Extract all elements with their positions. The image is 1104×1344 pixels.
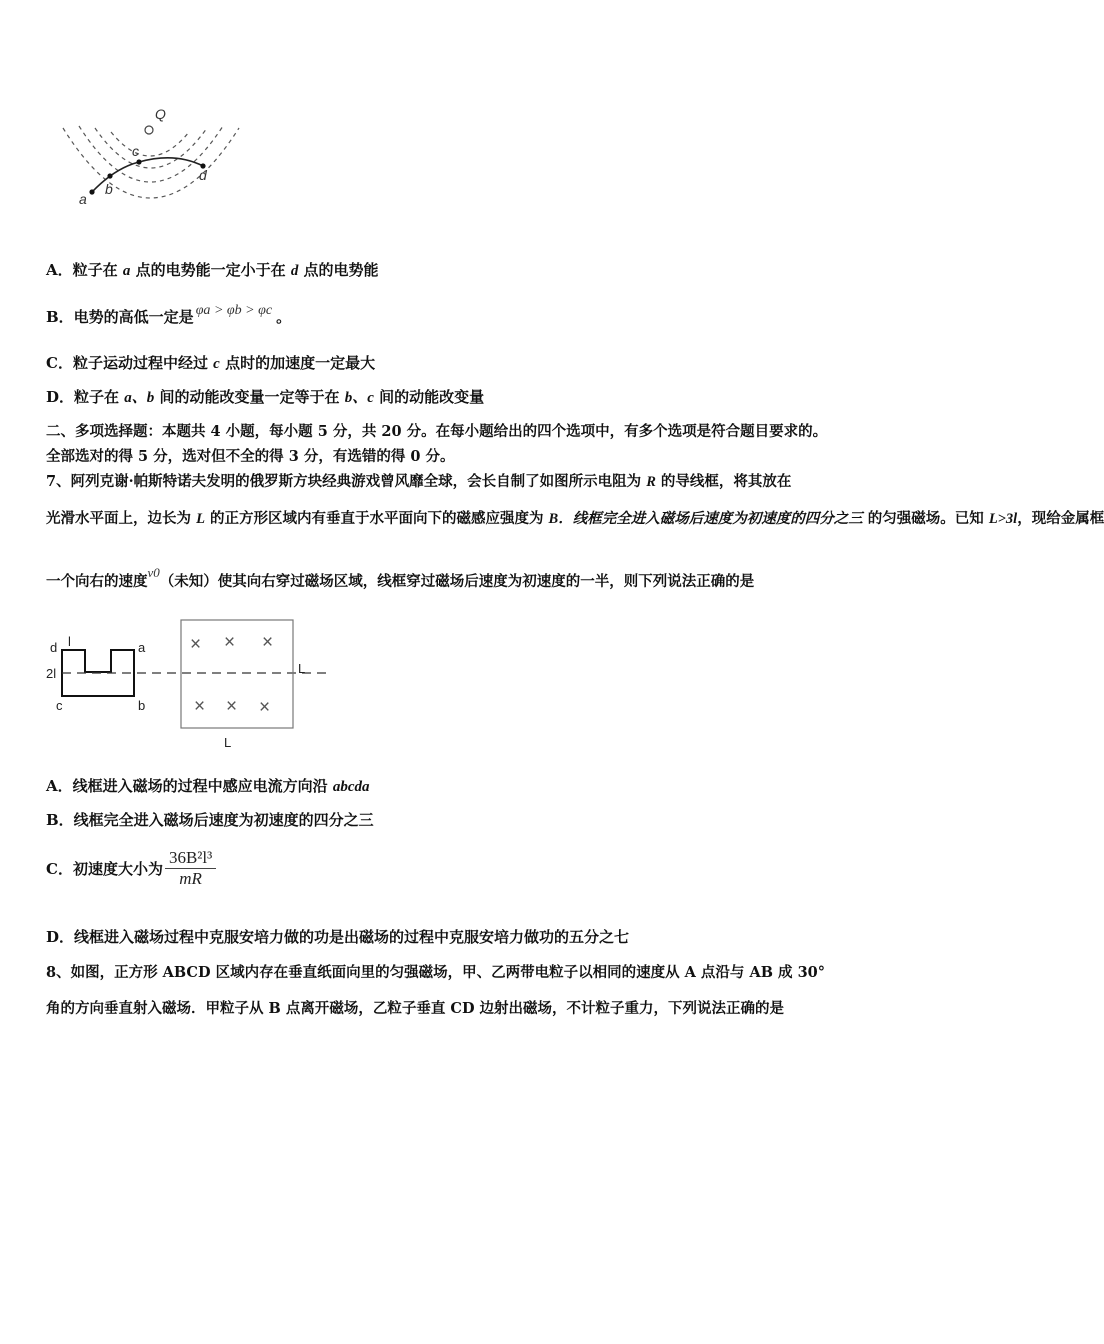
q7-v0: v0 xyxy=(147,565,160,580)
charge-q-label: Q xyxy=(155,106,166,122)
q6-a-point-d: d xyxy=(290,263,299,279)
q7-c-prefix: C．初速度大小为 xyxy=(46,860,163,878)
point-c xyxy=(136,159,141,164)
gt-1: > xyxy=(213,303,224,318)
q7-condition: L>3l xyxy=(988,511,1018,527)
field-label-l-right: L xyxy=(298,661,306,676)
q7-a-prefix: A．线框进入磁场的过程中感应电流方向沿 xyxy=(46,777,333,795)
point-c-label: c xyxy=(132,143,139,159)
charge-q-marker xyxy=(145,126,153,134)
q6-a-suffix: 点的电势能 xyxy=(298,261,379,279)
q7-option-b: B．线框完全进入磁场后速度为初速度的四分之三 xyxy=(46,811,374,829)
frame-label-l: l xyxy=(68,634,71,649)
point-b xyxy=(107,173,112,178)
initial-velocity-fraction xyxy=(165,848,216,889)
q7-line2a: 光滑水平面上，边长为 xyxy=(46,510,197,527)
q7-line2 xyxy=(46,509,1104,529)
q6-d-bc: b、c xyxy=(344,390,374,406)
field-cross-1: × xyxy=(190,634,202,655)
q7-line2b: 的正方形区域内有垂直于水平面向下的磁感应强度为 xyxy=(204,510,549,527)
q7-option-a xyxy=(46,776,370,797)
frame-label-2l: 2l xyxy=(46,666,57,681)
q6-d-suffix: 间的动能改变量 xyxy=(373,388,485,406)
q7-line3a: 一个向右的速度 xyxy=(46,573,148,590)
field-label-l-bottom: L xyxy=(224,735,232,750)
equipotential-line-inner xyxy=(111,132,189,156)
q6-option-c xyxy=(46,353,375,374)
q6-d-ab: a、b xyxy=(124,390,155,406)
q7-line1b: 的导线框，将其放在 xyxy=(655,473,792,490)
q6-option-b xyxy=(46,303,292,329)
q7-option-d: D．线框进入磁场过程中克服安培力做的功是出磁场的过程中克服安培力做功的五分之七 xyxy=(46,928,630,946)
q7-line2c: 的匀强磁场。已知 xyxy=(862,510,989,527)
frame-label-b: b xyxy=(138,698,146,713)
q6-b-prefix: B．电势的高低一定是 xyxy=(46,308,194,326)
q8-line2: 角的方向垂直射入磁场．甲粒子从 B 点离开磁场，乙粒子垂直 CD 边射出磁场，不计粒子重力，下列说法正确的是 xyxy=(46,1000,785,1017)
field-cross-6: × xyxy=(259,697,271,718)
q7-line1 xyxy=(46,472,791,492)
frame-label-c: c xyxy=(56,698,63,713)
q7-resistance-r: R xyxy=(646,474,656,490)
point-a-label: a xyxy=(79,191,87,207)
section2-line1: 二、多项选择题：本题共 4 小题，每小题 5 分，共 20 分。在每小题给出的四个选项中，有多个选项是符合题目要求的。 xyxy=(46,423,828,440)
q7-line2d: ，现给金属框 xyxy=(1017,510,1104,527)
fraction-denominator: mR xyxy=(179,869,202,888)
q6-d-mid: 间的动能改变量一定等于在 xyxy=(154,388,345,406)
q6-a-point-a: a xyxy=(122,263,131,279)
q6-c-suffix: 点时的加速度一定最大 xyxy=(219,354,376,372)
gt-2: > xyxy=(245,303,255,318)
q7-side-l: L xyxy=(196,511,205,527)
q6-option-d xyxy=(46,387,484,408)
field-cross-5: × xyxy=(226,696,238,717)
field-cross-2: × xyxy=(224,632,236,653)
fraction-numerator: 36B²l³ xyxy=(165,848,216,869)
wireframe-field-figure xyxy=(40,612,350,757)
q7-line3 xyxy=(46,565,755,592)
phi-c: φc xyxy=(258,303,273,318)
q7-line3b: （未知）使其向右穿过磁场区域，线框穿过磁场后速度为初速度的一半，则下列说法正确的是 xyxy=(159,573,755,590)
q6-a-prefix: A．粒子在 xyxy=(46,261,123,279)
q7-option-c xyxy=(46,848,216,889)
q6-c-point-c: c xyxy=(213,356,220,372)
phi-b: φb xyxy=(226,303,242,318)
q6-c-prefix: C．粒子运动过程中经过 xyxy=(46,354,214,372)
q8-line1: 8、如图，正方形 ABCD 区域内存在垂直纸面向里的匀强磁场，甲、乙两带电粒子以相同的速度从 A 点沿与 AB 成 30° xyxy=(46,964,825,981)
equipotential-figure xyxy=(55,98,255,228)
point-b-label: b xyxy=(105,181,113,197)
point-a xyxy=(89,189,94,194)
q6-option-a xyxy=(46,260,379,281)
q6-a-mid: 点的电势能一定小于在 xyxy=(130,261,291,279)
frame-label-a: a xyxy=(138,640,146,655)
field-cross-4: × xyxy=(194,696,206,717)
q6-b-suffix: 。 xyxy=(276,308,292,326)
q7-line1a: 7、阿列克谢·帕斯特诺夫发明的俄罗斯方块经典游戏曾风靡全球，会长自制了如图所示电阻为 xyxy=(46,473,647,490)
q7-a-path: abcda xyxy=(332,779,370,795)
phi-a: φa xyxy=(195,303,211,318)
q6-d-prefix: D．粒子在 xyxy=(46,388,125,406)
q7-field-b: B．线框完全进入磁场后速度为初速度的四分之三 xyxy=(548,511,863,527)
section2-line2: 全部选对的得 5 分，选对但不全的得 3 分，有选错的得 0 分。 xyxy=(46,448,455,465)
field-cross-3: × xyxy=(262,632,274,653)
equipotential-line-outer xyxy=(63,128,239,198)
frame-label-d: d xyxy=(50,640,58,655)
point-d-label: d xyxy=(199,167,207,183)
